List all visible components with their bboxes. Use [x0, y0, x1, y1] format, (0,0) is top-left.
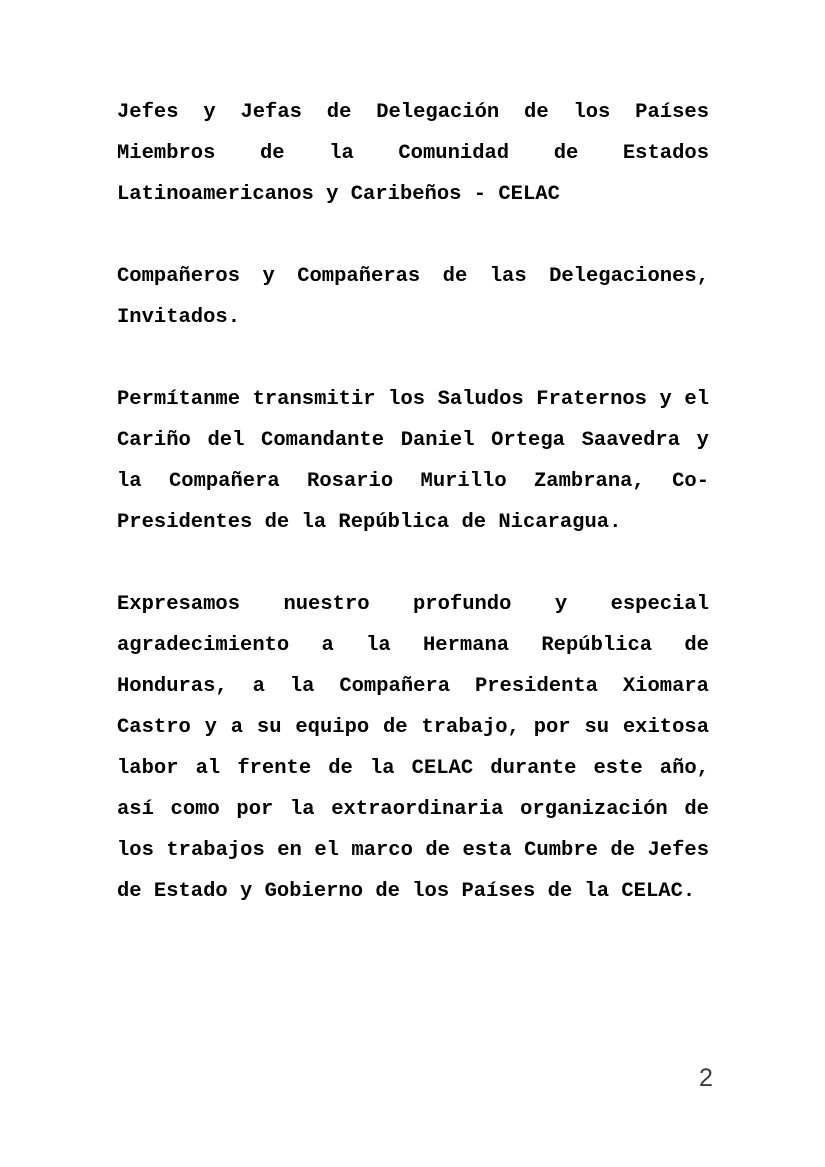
paragraph-thanks-to-honduras: Expresamos nuestro profundo y especial agradecimiento a la Hermana República de Honduras, a la Compañera Presidenta Xiomara Castro y a su equipo de trabajo, por su exitosa labor al frente de la CELAC durante este año, así como por la extraordinaria organización de los trabajos en el marco de esta Cumbre de Jefes de Estado y Gobierno de los Países de la CELAC. — [117, 593, 722, 903]
document-body — [117, 92, 722, 912]
paragraph-salutation-companions: Compañeros y Compañeras de las Delegaciones, Invitados. — [117, 265, 722, 329]
page-number: 2 — [699, 1064, 713, 1092]
paragraph-greetings-from-nicaragua: Permítanme transmitir los Saludos Fraternos y el Cariño del Comandante Daniel Ortega Saavedra y la Compañera Rosario Murillo Zambrana, Co-Presidentes de la República de Nicaragua. — [117, 388, 722, 534]
paragraph-salutation-delegations: Jefes y Jefas de Delegación de los Países Miembros de la Comunidad de Estados Latinoamericanos y Caribeños - CELAC — [117, 101, 722, 206]
